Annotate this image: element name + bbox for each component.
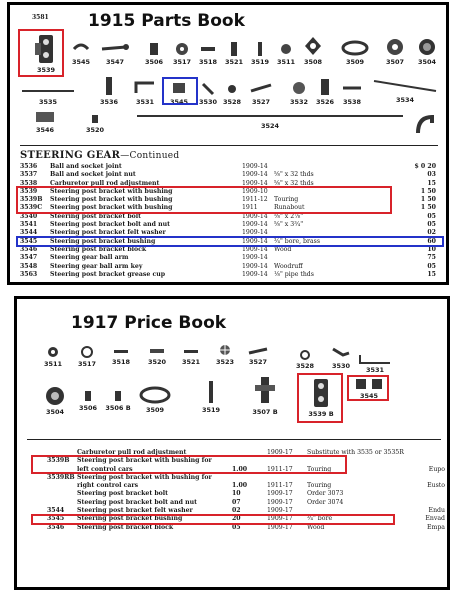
part-3511: 3511 <box>274 41 298 66</box>
row-note: ¾" bore, brass <box>274 237 321 245</box>
list-item <box>27 515 447 523</box>
row-price: 20 <box>232 515 241 523</box>
row-desc: Steering post bracket grease cup <box>50 270 166 278</box>
row-years: 1911 <box>242 204 258 212</box>
row-no: 3539B <box>47 457 70 465</box>
list-item <box>20 271 440 279</box>
list-item <box>27 466 447 474</box>
row-desc: Steering post bracket bushing <box>50 237 156 245</box>
row-desc: Ball and socket joint <box>50 163 122 170</box>
row-no: 3539RB <box>47 473 75 481</box>
row-years: 1909-14 <box>242 221 268 229</box>
part-3520: 3520 <box>80 113 110 134</box>
row-no: 3544 <box>47 507 65 515</box>
row-note: Touring <box>307 482 332 490</box>
row-desc: Steering post bracket bolt and nut <box>50 221 170 229</box>
part-3532: 3532 <box>286 79 312 106</box>
panel-1917-title: 1917 Price Book <box>71 313 227 333</box>
row-years: 1909-17 <box>267 523 293 531</box>
row-price: 03 <box>427 171 436 179</box>
row-price: 02 <box>232 507 241 515</box>
part-3523: 3523 <box>211 343 239 366</box>
list-item <box>20 180 440 188</box>
row-note: ⅛" pipe thds <box>274 270 314 278</box>
row-years: 1911-12 <box>242 196 268 204</box>
panel-1915-parts-book <box>7 2 449 285</box>
row-desc: left control cars <box>77 465 133 473</box>
part-3546: 3546 <box>30 109 60 134</box>
row-price: 05 <box>427 212 436 220</box>
row-years: 1909-14 <box>242 262 268 270</box>
part-3539b: 3539 B <box>301 377 341 418</box>
part-number: 3539 <box>36 66 56 74</box>
part-3506b: 3506 B <box>103 389 133 412</box>
part-3531: 3531 <box>355 351 395 374</box>
list-item <box>20 196 440 204</box>
row-years: 1909-14 <box>242 179 268 187</box>
list-item <box>27 524 447 532</box>
part-3506: 3506 <box>75 389 101 412</box>
row-note: Order 3074 <box>307 498 344 506</box>
part-3545-bushing: 3545 <box>164 79 194 106</box>
list-item <box>20 221 440 229</box>
row-no: 3548 <box>20 262 38 270</box>
corner-mark: 3581 <box>32 14 49 21</box>
row-desc: Steering post bracket bushing <box>77 515 183 523</box>
part-3521: 3521 <box>222 41 246 66</box>
row-price: 10 <box>232 490 241 498</box>
list-item <box>20 229 440 237</box>
part-3508: 3508 <box>300 35 326 66</box>
row-note: Wood <box>274 245 292 253</box>
row-desc: Carburetor pull rod adjustment <box>77 449 187 456</box>
row-no: 3536 <box>20 163 38 170</box>
row-price: 1 50 <box>420 187 436 195</box>
row-price: 05 <box>232 523 241 531</box>
row-desc: Ball and socket joint nut <box>50 171 136 179</box>
part-3527: 3527 <box>246 81 276 106</box>
list-item <box>27 474 447 482</box>
row-years: 1909-14 <box>242 229 268 237</box>
part-3504: 3504 <box>39 385 71 416</box>
row-desc: Steering post bracket with bushing <box>50 187 173 195</box>
row-price: 10 <box>427 245 436 253</box>
part-3536: 3536 <box>94 75 124 106</box>
part-3506: 3506 <box>142 41 166 66</box>
row-desc: Steering post bracket with bushing for <box>77 457 212 465</box>
list-item <box>20 238 440 246</box>
divider <box>20 145 438 146</box>
part-3509: 3509 <box>338 39 372 66</box>
row-years: 1911-17 <box>267 482 293 490</box>
part-3519: 3519 <box>197 379 225 414</box>
row-desc: Steering post bracket bolt <box>77 490 168 498</box>
row-price: 60 <box>427 237 436 245</box>
row-years: 1909-14 <box>242 163 268 170</box>
row-price: 75 <box>427 254 436 262</box>
parts-list-1917 <box>27 449 447 532</box>
row-desc: Steering post bracket with bushing for <box>77 473 212 481</box>
row-no: 3539 <box>20 187 38 195</box>
row-desc: Steering post bracket with bushing <box>50 204 173 212</box>
row-no: 3546 <box>20 245 38 253</box>
row-note: ¾" bore <box>307 515 333 523</box>
row-price: 1 50 <box>420 196 436 204</box>
part-3528: 3528 <box>291 349 319 370</box>
part-3507b: 3507 B <box>245 375 285 416</box>
row-mark: Envad <box>425 515 445 523</box>
list-item <box>20 171 440 179</box>
list-item <box>20 263 440 271</box>
divider <box>27 439 441 440</box>
row-price: 1 50 <box>420 204 436 212</box>
list-item <box>20 254 440 262</box>
row-desc: Steering post bracket with bushing <box>50 196 173 204</box>
row-no: 3546 <box>47 523 65 531</box>
part-3547: 3547 <box>98 41 132 66</box>
part-3528: 3528 <box>220 81 244 106</box>
row-price: $ 0 20 <box>414 163 436 170</box>
row-note: ⅝" x 2⅞" <box>274 212 304 220</box>
row-price: 07 <box>232 498 241 506</box>
row-years: 1911-17 <box>267 465 293 473</box>
bracket-illustration <box>33 33 59 65</box>
part-3509: 3509 <box>135 385 175 414</box>
part-3530: 3530 <box>196 81 220 106</box>
parts-list-1915 <box>20 163 440 279</box>
part-3530: 3530 <box>327 345 355 370</box>
row-desc: Carburetor pull rod adjustment <box>50 179 160 187</box>
part-3517: 3517 <box>73 345 101 368</box>
part-3535: 3535 <box>38 98 58 106</box>
row-no: 3540 <box>20 212 38 220</box>
row-price: 1.00 <box>232 482 248 490</box>
row-note: Wood <box>307 523 325 531</box>
row-note: Substitute with 3535 or 3535R <box>307 449 404 456</box>
row-no: 3539C <box>20 204 43 212</box>
list-item <box>20 163 440 171</box>
part-3526: 3526 <box>312 77 338 106</box>
row-years: 1909-10 <box>242 187 268 195</box>
list-item <box>20 188 440 196</box>
row-desc: Steering post bracket block <box>50 245 147 253</box>
row-years: 1909-17 <box>267 515 293 523</box>
row-desc: Steering post bracket felt washer <box>50 229 166 237</box>
panel-1917-price-book <box>14 296 450 590</box>
row-note: ⅝" x 32 thds <box>274 179 314 187</box>
row-desc: Steering gear ball arm key <box>50 262 143 270</box>
row-note: ⅝" x 3¾" <box>274 221 304 229</box>
row-years: 1909-17 <box>267 498 293 506</box>
row-note: Touring <box>307 465 332 473</box>
part-3534: 3534 <box>370 77 440 104</box>
list-item <box>20 246 440 254</box>
row-years: 1909-17 <box>267 507 293 515</box>
list-item <box>27 482 447 490</box>
row-years: 1909-14 <box>242 212 268 220</box>
part-3520: 3520 <box>143 345 171 366</box>
part-3521: 3521 <box>177 345 205 366</box>
row-years: 1909-14 <box>242 254 268 262</box>
part-3527: 3527 <box>243 345 273 366</box>
row-desc: right control cars <box>77 482 139 490</box>
row-years: 1909-14 <box>242 270 268 278</box>
list-item <box>27 457 447 465</box>
row-years: 1909-14 <box>242 245 268 253</box>
part-3511: 3511 <box>39 345 67 368</box>
section-heading: STEERING GEAR—Continued <box>20 150 180 161</box>
row-price: 05 <box>427 262 436 270</box>
row-desc: Steering post bracket bolt <box>50 212 141 220</box>
row-desc: Steering post bracket bolt and nut <box>77 498 197 506</box>
row-no: 3547 <box>20 254 38 262</box>
row-no: 3539B <box>20 196 43 204</box>
part-3507: 3507 <box>380 37 410 66</box>
row-no: 3537 <box>20 171 38 179</box>
row-mark: Empa <box>426 523 445 531</box>
row-mark: Eusto <box>427 482 445 490</box>
row-years: 1909-17 <box>267 449 293 456</box>
row-years: 1909-14 <box>242 171 268 179</box>
row-price: 15 <box>427 179 436 187</box>
row-mark: Eupo <box>428 465 445 473</box>
list-item <box>27 507 447 515</box>
row-no: 3538 <box>20 179 38 187</box>
row-note: Touring <box>274 196 299 204</box>
row-desc: Steering post bracket block <box>77 523 174 531</box>
row-desc: Steering post bracket felt washer <box>77 507 193 515</box>
row-desc: Steering gear ball arm <box>50 254 129 262</box>
row-note: ⅝" x 32 thds <box>274 171 314 179</box>
row-note: Order 3073 <box>307 490 344 498</box>
part-3531: 3531 <box>130 79 160 106</box>
row-no: 3541 <box>20 221 38 229</box>
list-item <box>27 499 447 507</box>
list-item <box>27 449 447 457</box>
part-3518: 3518 <box>196 41 220 66</box>
part-curved-tool <box>410 113 440 135</box>
list-item <box>20 213 440 221</box>
panel-1915-title: 1915 Parts Book <box>88 11 245 31</box>
row-no: 3563 <box>20 270 38 278</box>
row-no: 3544 <box>20 229 38 237</box>
part-3545: 3545 <box>349 377 389 400</box>
list-item <box>20 204 440 212</box>
row-price: 05 <box>427 221 436 229</box>
part-3539 <box>28 33 64 74</box>
row-years: 1909-14 <box>242 237 268 245</box>
row-note: Runabout <box>274 204 305 212</box>
part-3524: 3524 <box>260 122 280 130</box>
row-price: 1.00 <box>232 465 248 473</box>
part-3518: 3518 <box>107 345 135 366</box>
part-3519: 3519 <box>248 41 272 66</box>
part-3504: 3504 <box>412 37 442 66</box>
part-3538: 3538 <box>342 98 362 106</box>
list-item <box>27 490 447 498</box>
part-3545: 3545 <box>68 41 94 66</box>
row-price: 02 <box>427 229 436 237</box>
row-no: 3545 <box>47 515 65 523</box>
row-mark: Endu <box>428 507 445 515</box>
row-note: Woodruff <box>274 262 303 270</box>
row-price: 15 <box>427 270 436 278</box>
row-years: 1909-17 <box>267 490 293 498</box>
row-no: 3545 <box>20 237 38 245</box>
part-3517: 3517 <box>170 41 194 66</box>
